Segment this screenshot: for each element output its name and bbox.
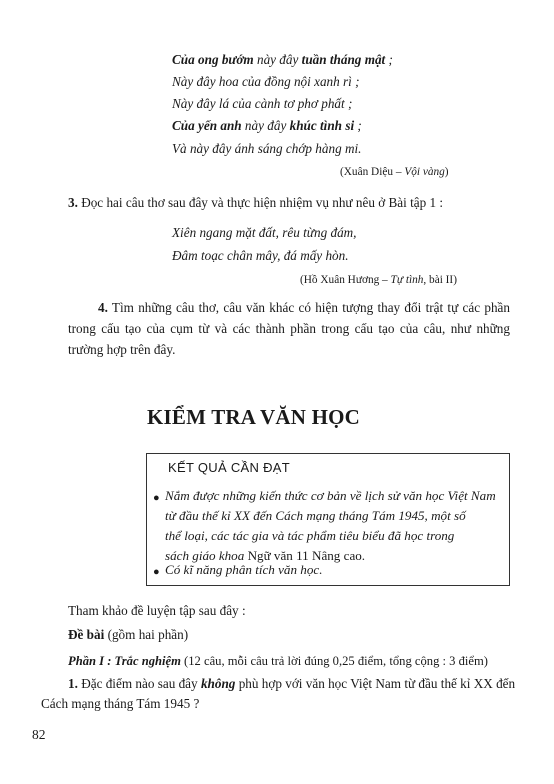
poem2-line2: Đâm toạc chân mây, đá mấy hòn. [172, 248, 349, 263]
poem1-citation: (Xuân Diệu – Vội vàng) [340, 166, 449, 178]
poem1-line2: Này đây hoa của đồng nội xanh rì ; [172, 74, 360, 89]
exercise-4: 4. Tìm những câu thơ, câu văn khác có hiện tượng thay đổi trật tự các phần trong cấu tạo của cụm từ và các thành phần trong cấu tạo của câu, như những trường hợp trên đây. [68, 300, 510, 357]
part1-heading: Phần I : Trắc nghiệm (12 câu, mỗi câu trả lời đúng 0,25 điểm, tổng cộng : 3 điểm) [68, 654, 488, 668]
objectives-title: KẾT QUẢ CẦN ĐẠT [168, 460, 291, 475]
poem1-line1: Của ong bướm này đây tuần tháng mật ; [172, 52, 393, 67]
objective-1-line1: Nắm được những kiến thức cơ bản về lịch sử văn học Việt Nam [165, 488, 496, 503]
poem1-line3: Này đây lá của cành tơ phơ phất ; [172, 96, 353, 111]
question-1-line2: Cách mạng tháng Tám 1945 ? [41, 696, 200, 711]
exercise-3: 3. Đọc hai câu thơ sau đây và thực hiện nhiệm vụ như nêu ở Bài tập 1 : [68, 195, 444, 210]
objective-1-line4: sách giáo khoa Ngữ văn 11 Nâng cao. [165, 548, 366, 563]
poem2-line1: Xiên ngang mặt đất, rêu từng đám, [172, 225, 357, 240]
reference-text: Tham khảo đề luyện tập sau đây : [68, 603, 246, 618]
objective-2: Có kĩ năng phân tích văn học. [165, 562, 323, 577]
poem2-citation: (Hồ Xuân Hương – Tự tình, bài II) [300, 274, 457, 286]
bullet-icon: ● [153, 492, 160, 504]
exam-label: Đề bài (gồm hai phần) [68, 627, 189, 642]
section-title: KIỂM TRA VĂN HỌC [147, 405, 361, 429]
poem1-line5: Và này đây ánh sáng chớp hàng mi. [172, 141, 362, 156]
bullet-icon: ● [153, 566, 160, 578]
question-1-line1: 1. Đặc điểm nào sau đây không phù hợp với văn học Việt Nam từ đầu thế kỉ XX đến [68, 676, 516, 691]
poem1-line4: Của yến anh này đây khúc tình si ; [172, 118, 362, 133]
objectives-box [146, 453, 510, 586]
objective-1-line2: từ đầu thế kỉ XX đến Cách mạng tháng Tám 1945, một số [165, 508, 466, 523]
page-number: 82 [32, 727, 46, 742]
objective-1-line3: thể loại, các tác gia và tác phẩm tiêu biểu đã học trong [165, 528, 455, 543]
